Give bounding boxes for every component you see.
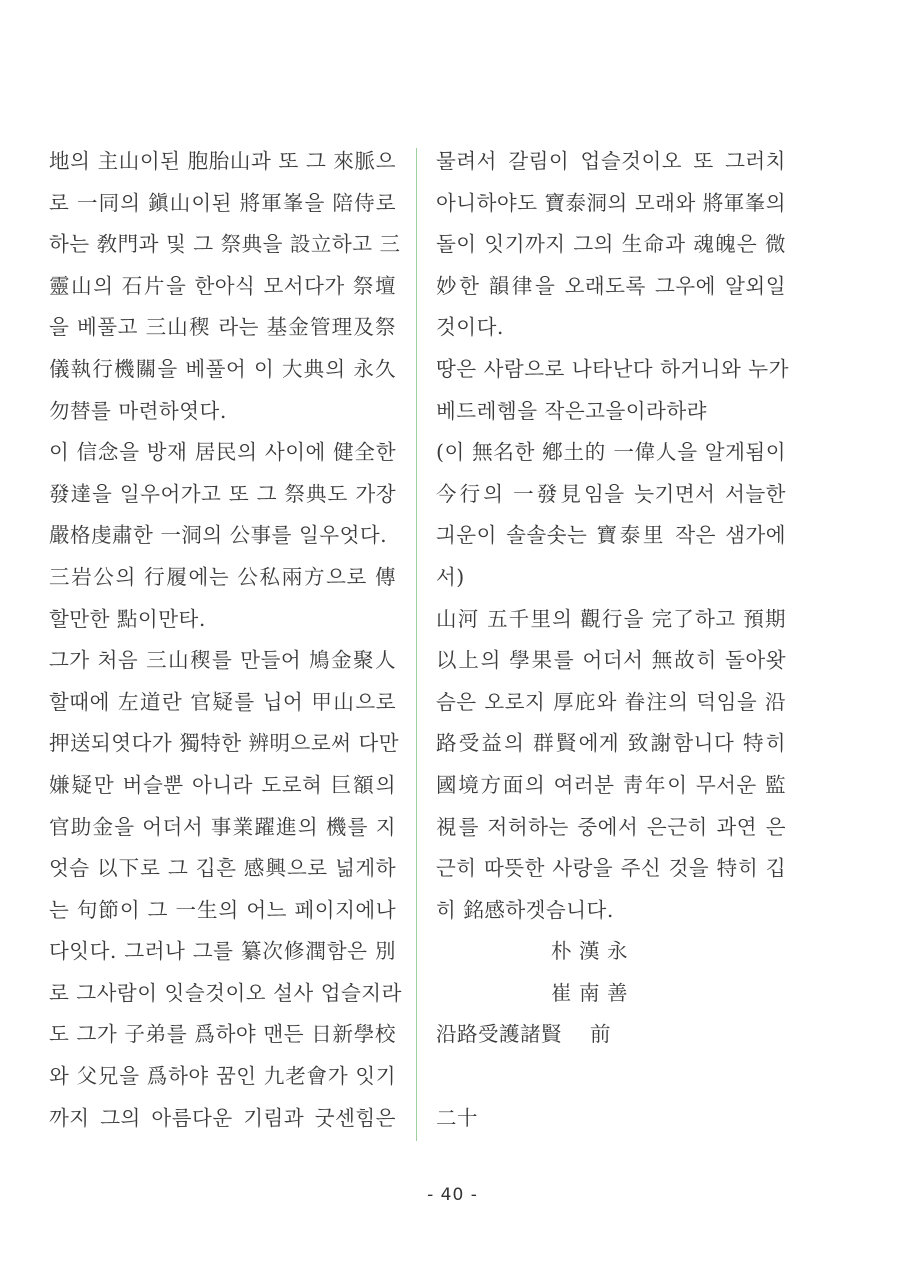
page-number: - 40 - — [427, 1185, 478, 1205]
text-line: 以上의 學果를 어더서 無故히 돌아왓 — [436, 648, 786, 673]
text-line: 슴은 오로지 厚庇와 眷注의 덕임을 沿 — [436, 689, 786, 714]
text-line: 國境方面의 여러분 靑年이 무서운 監 — [436, 772, 786, 797]
left-text-column — [49, 141, 402, 1139]
text-line: 아니하야도 寶泰洞의 모래와 將軍峯의 — [436, 190, 787, 215]
text-line: 엇슴 以下로 그 깁흔 感興으로 넒게하 — [49, 856, 396, 881]
text-line: 할때에 左道란 官疑를 닙어 甲山으로 — [49, 689, 396, 714]
right-text-column — [436, 141, 789, 1139]
text-line: 히 銘感하겟슴니다. — [436, 897, 614, 922]
text-line: 嚴格虔肅한 一洞의 公事를 일우엇다. — [49, 523, 388, 548]
text-line: 그가 처음 三山稧를 만들어 鳩金聚人 — [49, 648, 396, 673]
blank-line — [436, 1056, 786, 1098]
text-line: 勿替를 마련하엿다. — [49, 398, 227, 423]
text-line: 까지 그의 아름다운 기림과 굿센힘은 — [49, 1105, 396, 1130]
column-divider — [416, 148, 417, 1141]
text-line: 로 그사람이 잇슬것이오 설사 업슬지라 — [49, 980, 402, 1005]
text-line: 山河 五千里의 觀行을 完了하고 預期 — [436, 606, 786, 631]
text-line: 妙한 韻律을 오래도록 그우에 알외일 — [436, 273, 786, 298]
text-line: 發達을 일우어가고 또 그 祭典도 가장 — [49, 481, 396, 506]
text-line: 물려서 갈림이 업슬것이오 또 그러치 — [436, 149, 786, 173]
text-line: 할만한 點이만타. — [49, 606, 206, 631]
text-line: 다잇다. 그러나 그를 纂次修潤함은 別 — [49, 939, 396, 964]
text-line: 押送되엿다가 獨特한 辨明으로써 다만 — [49, 731, 400, 756]
text-line: 今行의 一發見임을 늣기면서 서늘한 — [436, 481, 786, 506]
text-line: 官助金을 어더서 事業躍進의 機를 지 — [49, 814, 396, 839]
text-line: 도 그가 子弟를 爲하야 맨든 日新學校 — [49, 1022, 396, 1047]
text-line: 하는 敎門과 및 그 祭典을 設立하고 三 — [49, 232, 401, 257]
signature-line: 崔 南 善 — [551, 980, 629, 1005]
text-line: 路受益의 群賢에게 致謝함니다 特히 — [436, 731, 786, 756]
text-line: 靈山의 石片을 한아식 모서다가 祭壇 — [49, 273, 396, 298]
text-line: 것이다. — [436, 315, 504, 340]
text-line: 儀執行機關을 베풀어 이 大典의 永久 — [49, 356, 396, 381]
text-line: 嫌疑만 버슬뿐 아니라 도로혀 巨額의 — [49, 772, 396, 797]
text-line: 와 父兄을 爲하야 꿈인 九老會가 잇기 — [49, 1064, 396, 1089]
signature-line: 朴 漢 永 — [551, 939, 629, 964]
text-line: 베드레헴을 작은고을이라하랴 — [436, 398, 707, 423]
text-line: 地의 主山이된 胞胎山과 또 그 來脈으 — [49, 149, 396, 173]
closing-number: 二十 — [436, 1105, 478, 1130]
text-line: 이 信念을 방재 居民의 사이에 健全한 — [49, 440, 396, 465]
text-line: 三岩公의 行履에는 公私兩方으로 傳 — [49, 564, 396, 589]
text-line: 근히 따뜻한 사랑을 주신 것을 特히 깁 — [436, 856, 786, 881]
text-line: 로 一同의 鎭山이된 將軍峯을 陪侍로 — [49, 190, 396, 215]
text-line: 땅은 사람으로 나타난다 하거니와 누가 — [436, 356, 789, 381]
text-line: (이 無名한 鄕土的 一偉人을 알게됨이 — [436, 440, 786, 465]
text-line: 을 베풀고 三山稧 라는 基金管理及祭 — [49, 315, 396, 340]
text-line: 서) — [436, 564, 465, 589]
text-line: 돌이 잇기까지 그의 生命과 魂魄은 微 — [436, 232, 786, 257]
text-line: 는 句節이 그 一生의 어느 페이지에나 — [49, 897, 396, 922]
text-line: 긔운이 솔솔솟는 寶泰里 작은 샘가에 — [436, 523, 786, 548]
text-line: 視를 저허하는 중에서 은근히 과연 은 — [436, 814, 786, 839]
addressee-line: 沿路受護諸賢 前 — [436, 1022, 612, 1047]
